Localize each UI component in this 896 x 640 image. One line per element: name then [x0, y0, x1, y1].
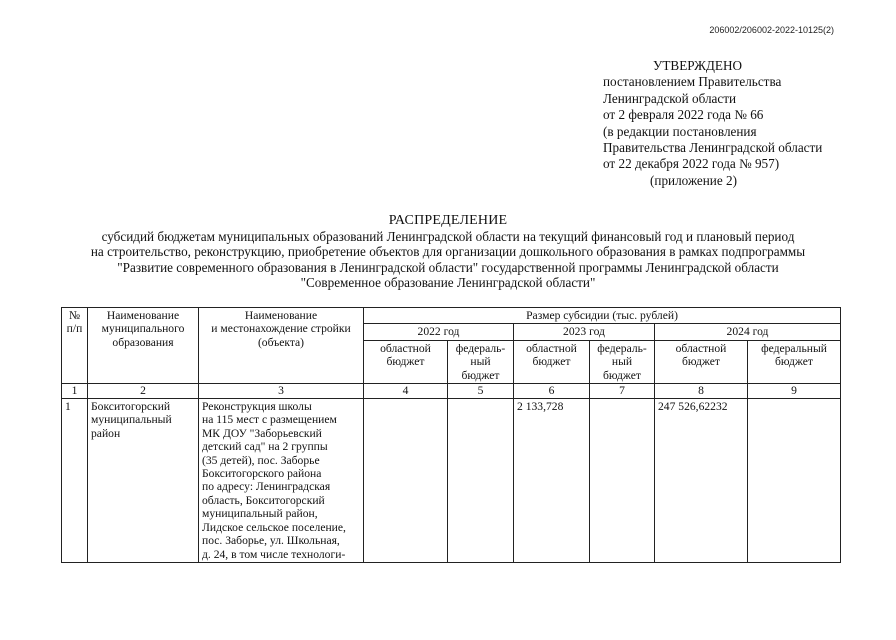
- heading-line: субсидий бюджетам муниципальных образований Ленинградской области на текущий финансовый год и плановый период: [101, 228, 795, 244]
- approval-line: (в редакции постановления: [603, 123, 757, 139]
- approval-appendix: (приложение 2): [650, 172, 737, 188]
- approval-line: Ленинградской области: [603, 90, 737, 106]
- column-number: 2: [88, 384, 199, 399]
- approval-line: от 2 февраля 2022 года № 66: [603, 107, 764, 123]
- header-row: [62, 308, 841, 324]
- header-regional-2023: областной бюджет: [514, 340, 590, 383]
- approval-line: постановлением Правительства: [603, 74, 782, 90]
- column-number: 9: [748, 384, 841, 399]
- column-number: 4: [364, 384, 448, 399]
- heading-line: "Развитие современного образования в Ленинградской области" государственной программы Ленинградской области: [117, 259, 779, 275]
- row-regional-2023: 2 133,728: [514, 399, 590, 563]
- header-federal-2023: федераль- ный бюджет: [590, 340, 655, 383]
- column-number-row: [62, 384, 841, 399]
- row-federal-2022: [448, 399, 514, 563]
- table-row: [62, 399, 841, 563]
- row-municipality: Бокситогорский муниципальный район: [88, 399, 199, 563]
- column-number: 5: [448, 384, 514, 399]
- column-number: 6: [514, 384, 590, 399]
- row-regional-2022: [364, 399, 448, 563]
- header-federal-2024: федеральный бюджет: [748, 340, 841, 383]
- document-heading: [0, 213, 896, 291]
- header-regional-2024: областной бюджет: [655, 340, 748, 383]
- row-regional-2024: 247 526,62232: [655, 399, 748, 563]
- row-federal-2024: [748, 399, 841, 563]
- heading-line: на строительство, реконструкцию, приобретение объектов для организации дошкольного образования в рамках подпрограммы: [90, 244, 806, 260]
- column-number: 1: [62, 384, 88, 399]
- header-object: Наименование и местонахождение стройки (объекта): [199, 308, 364, 384]
- header-year-2022: 2022 год: [364, 324, 514, 340]
- header-year-2024: 2024 год: [655, 324, 841, 340]
- document-registration-code: 206002/206002-2022-10125(2): [709, 25, 834, 35]
- column-number: 3: [199, 384, 364, 399]
- approval-line: Правительства Ленинградской области: [603, 140, 823, 156]
- header-municipality: Наименование муниципального образования: [88, 308, 199, 384]
- header-number: № п/п: [62, 308, 88, 384]
- header-federal-2022: федераль- ный бюджет: [448, 340, 514, 383]
- subsidy-distribution-table: [61, 307, 841, 563]
- row-federal-2023: [590, 399, 655, 563]
- header-subsidy-amount: Размер субсидии (тыс. рублей): [364, 308, 841, 324]
- header-regional-2022: областной бюджет: [364, 340, 448, 383]
- approval-line: от 22 декабря 2022 года № 957): [603, 156, 780, 172]
- row-object-description: Реконструкция школы на 115 мест с размещением МК ДОУ "Заборьевский детский сад" на 2 группы (35 детей), пос. Заборье Бокситогорского района по адресу: Ленинградская область, Бокситогорский муниципальный район, Лидское сельское поселение, пос. Заборье, ул. Школьная, д. 24, в том числе технологи-: [199, 399, 364, 563]
- header-year-2023: 2023 год: [514, 324, 655, 340]
- approval-stamp: [603, 58, 822, 189]
- column-number: 7: [590, 384, 655, 399]
- column-number: 8: [655, 384, 748, 399]
- document-title: РАСПРЕДЕЛЕНИЕ: [388, 213, 508, 228]
- heading-line: "Современное образование Ленинградской области": [300, 275, 596, 291]
- row-number: 1: [62, 399, 88, 563]
- approval-title: УТВЕРЖДЕНО: [653, 58, 743, 73]
